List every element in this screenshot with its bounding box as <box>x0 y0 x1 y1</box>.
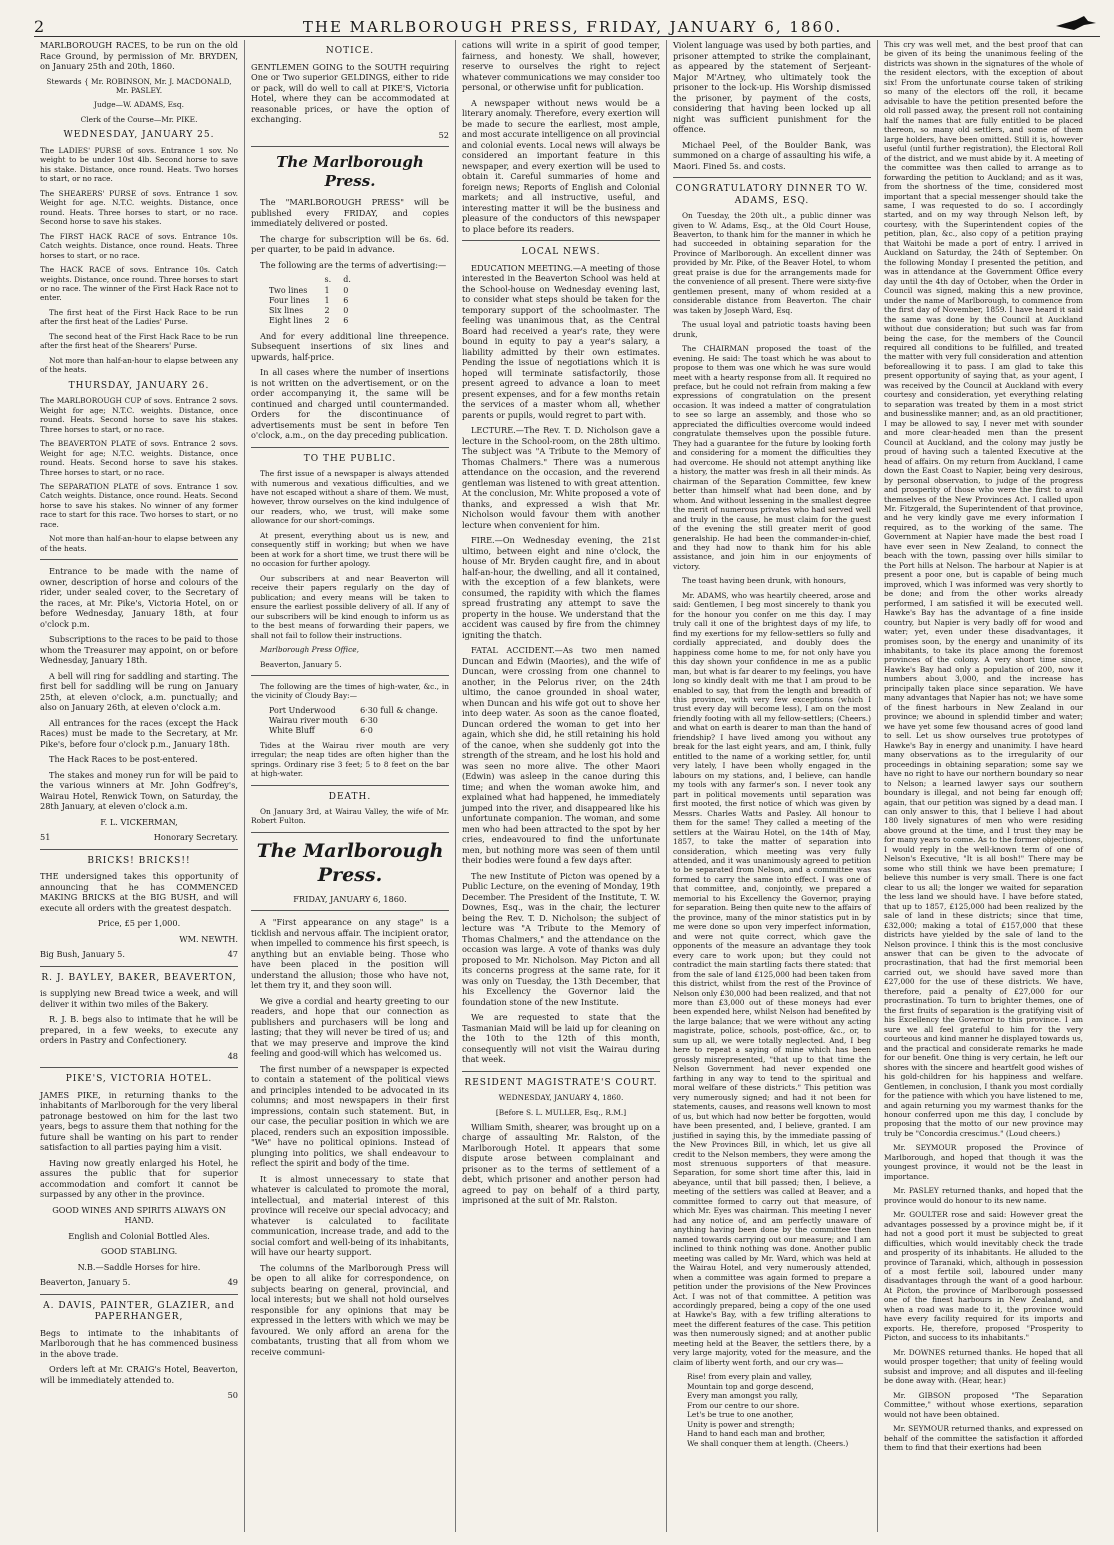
column-4 <box>667 40 878 1532</box>
tides-note: Tides at the Wairau river mouth are very irregular; the neap tides are often higher than the springs. Ordinary rise 3 feet; 5 to 8 feet on the bar at high-water. <box>251 740 449 779</box>
table-row: Eight lines 2 6 <box>269 316 349 326</box>
table-row: Four lines 1 6 <box>269 295 349 305</box>
downes-reply: Mr. DOWNES returned thanks. He hoped that all would prosper together; that unity of feeling would subsist and improve; and all disputes and ill-feeling be done away with. (Hear, hear.) <box>884 1347 1083 1386</box>
bricks-footer <box>40 949 238 960</box>
leader-cont-2: A newspaper without news would be a literary anomaly. Therefore, every exertion will be made to secure the earliest, most ample, and most accurate intelligence on all provincial and colonial events. Local news will always be considered an important feature in this newspaper, and every exertion will be used to obtain it. Careful summaries of home and foreign news; Reports of English and Colonial markets; and all instructive, useful, and interesting matter it will be the business and pleasure of the conductors of this newspaper to place before its readers. <box>462 97 660 234</box>
divider <box>251 675 449 676</box>
court-date: WEDNESDAY, JANUARY 4, 1860. <box>498 1093 624 1103</box>
hotel-text-2: Having now greatly enlarged his Hotel, he assures the public that for superior accommodation and comfort it cannot be surpassed by any other in the province. <box>40 1157 238 1200</box>
goulter-toast: Mr. GOULTER rose and said: However great the advantages possessed by a province might be, if it had not a good port it must be subjected to great difficulties, which would inevitably check the trade and prosperity of its inhabitants. He alluded to the province of Taranaki, which, although in possession of a most fertile soil, laboured under many disadvantages through the want of a good harbour. At Picton, the province of Marlborough possessed one of the finest harbours in New Zealand, and when a road was made to it, the province would have every facility required for its imports and exports. He, therefore, proposed "Prosperity to Picton, and success to its inhabitants." <box>884 1210 1083 1343</box>
clerk: Clerk of the Course—Mr. PIKE. <box>80 114 198 124</box>
tides-text: The following are the times of high-water, &c., in the vicinity of Cloudy Bay:— <box>251 681 449 701</box>
marlborough-cup: The MARLBOROUGH CUP of sovs. Entrance 2 sovs. Weight for age; N.T.C. weights. Distance, once round. Heats. Second horse to save his stakes. Three horses to start, or no race. <box>40 396 238 434</box>
divider <box>251 146 449 147</box>
bricks-place: Big Bush, January 5. <box>40 949 125 960</box>
public-office: Marlborough Press Office, <box>260 645 359 655</box>
divider <box>251 832 449 833</box>
dinner-1: On Tuesday, the 20th ult., a public dinner was given to W. Adams, Esq., at the Old Court House, Beaverton, to thank him for the manner in which he had succeeded in obtaining separation for the Province of Marlborough. An excellent dinner was provided by Mr. Pike, of the Beaver Hotel, to whom great praise is due for the arrangements made for the convenience of all present. There were sixty-five gentlemen present, many of whom resided at a considerable distance from Beaverton. The chair was taken by Joseph Ward, Esq. <box>673 211 871 315</box>
masthead <box>34 10 1100 37</box>
pasley-reply: Mr. PASLEY returned thanks, and hoped that the province would do honour to its new name. <box>884 1186 1083 1205</box>
leader-cont-1: cations will write in a spirit of good temper, fairness, and honesty. We shall, however, reserve to ourselves the right to reject whatever communications we may consider too personal, or otherwise unfit for publication. <box>462 40 660 92</box>
hotel-place: Beaverton, January 5. <box>40 1277 131 1288</box>
public-text-3: Our subscribers at and near Beaverton will receive their papers regularly on the day of publication; and every means will be taken to ensure the earliest possible delivery of all. If any of our subscribers will be kind enough to inform us as to the best means of forwarding their papers, we shall not fail to follow their instructions. <box>251 573 449 640</box>
dinner-2: The usual loyal and patriotic toasts having been drunk, <box>673 320 871 339</box>
bell-text: A bell will ring for saddling and starting. The first bell for saddling will be rung on January 25th, at eleven o'clock, a.m. punctually; and also on January 26th, at eleven o'clock a.m. <box>40 670 238 713</box>
judge: Judge—W. ADAMS, Esq. <box>94 100 184 110</box>
press-terms: The following are the terms of advertising:— <box>260 259 447 270</box>
public-heading: TO THE PUBLIC. <box>303 453 397 464</box>
secretary-name: F. L. VICKERMAN, <box>100 816 178 827</box>
public-text-2: At present, everything about us is new, and consequently stiff in working; but when we have been at work for a short time, we trust there will be no occasion for further apology. <box>251 530 449 569</box>
davis-heading: A. DAVIS, PAINTER, GLAZIER, and PAPERHANGER, <box>43 1300 235 1323</box>
tides-table <box>263 706 444 737</box>
ad-number: 47 <box>227 949 238 960</box>
divider <box>40 1067 238 1068</box>
divider <box>251 447 449 448</box>
rates-table <box>263 275 357 326</box>
leader-4: It is almost unnecessary to state that whatever is calculated to promote the moral, intellectual, and material interest of this province will receive our special advocacy; and whatever is calculated to facilitate communication, increase trade, and add to the social comfort and well-being of its inhabitants, will have our hearty support. <box>251 1173 449 1258</box>
baker-text: is supplying new Bread twice a week, and will deliver it within two miles of the Bakery. <box>40 988 238 1009</box>
ad-number: 50 <box>227 1390 238 1401</box>
press-text: The "MARLBOROUGH PRESS" will be published every FRIDAY, and copies immediately delivered or posted. <box>251 197 449 229</box>
baker-text-2: R. J. B. begs also to intimate that he will be prepared, in a few weeks, to execute any orders in Pastry and Confectionery. <box>40 1014 238 1046</box>
bricks-heading: BRICKS! BRICKS!! <box>87 855 191 866</box>
stakes-text: The stakes and money run for will be paid to the various winners at Mr. John Godfrey's, Wairau Hotel, Renwick Town, on Saturday, the 28th January, at eleven o'clock a.m. <box>40 769 238 812</box>
bricks-price: Price, £5 per 1,000. <box>97 918 181 929</box>
court-before: [Before S. L. MULLER, Esq., R.M.] <box>495 1107 627 1117</box>
race-note-4: Not more than half-an-hour to elapse between any of the heats. <box>40 534 238 553</box>
all-entrances-text: All entrances for the races (except the Hack Races) must be made to the Secretary, at Mr. Pike's, before four o'clock p.m., January 18th. <box>40 717 238 749</box>
davis-text: Begs to intimate to the inhabitants of Marlborough that he has commenced business in the above trade. <box>40 1327 238 1359</box>
secretary-title: Honorary Secretary. <box>153 832 238 843</box>
hotel-saddle: N.B.—Saddle Horses for hire. <box>77 1261 201 1272</box>
fatal-accident: FATAL ACCIDENT.—As two men named Duncan and Edwin (Maories), and the wife of Duncan, were crossing from one channel to another, in the Pelorus river, on the 24th ultimo, the canoe grounded in shoal water, when Duncan and his wife got out to shove her into deep water. As soon as the canoe floated, Duncan ordered the woman to get into her again, which she did, he still retaining his hold of the canoe, when she suddenly got into the strength of the stream, and he lost his hold and was seen no more alive. The other Maori (Edwin) was asleep in the canoe during this time; and when the woman awoke him, and explained what had happened, he immediately jumped into the river, and disappeared like his unfortunate companion. The woman, and some men who had been attracted to the spot by her cries, endeavoured to find the unfortunate men, but nothing more was seen of them until their bodies were found a few days after. <box>462 645 660 866</box>
press-charge: The charge for subscription will be 6s. 6d. per quarter, to be paid in advance. <box>251 233 449 255</box>
table-row: Port Underwood 6·30 full & change. <box>269 705 438 715</box>
column-3 <box>456 40 667 1532</box>
beaverton-plate: The BEAVERTON PLATE of sovs. Entrance 2 sovs. Weight for age; N.T.C. weights. Distance, once round. Heats. Second horse to save his stakes. Three horses to start, or no race. <box>40 439 238 477</box>
gibson-toast: Mr. GIBSON proposed "The Separation Committee," without whose exertions, separation would not have been obtained. <box>884 1390 1083 1419</box>
baker-heading: R. J. BAYLEY, BAKER, BEAVERTON, <box>41 972 237 983</box>
rates-header-d: d. <box>343 275 351 285</box>
ad-number: 52 <box>438 129 449 140</box>
leader-5: The columns of the Marlborough Press will be open to all alike for correspondence, on subjects bearing on general, provincial, and local interests; but we shall not hold ourselves responsible for any opinions that may be expressed in the letters with which we may be favoured. We only afford an arena for the combatants, trusting that all from whom we receive communi- <box>251 1262 449 1357</box>
hotel-footer <box>40 1277 238 1288</box>
press-title-2: The Marlborough Press. <box>256 839 444 887</box>
leader-3: The first number of a newspaper is expected to contain a statement of the political views and principles intended to be advocated in its columns; and most newspapers in their first impressions, contain such statement. But, in our case, the peculiar position in which we are placed, renders such an exposition impossible. "We" have no political opinions. Instead of plunging into politics, we shall endeavour to reflect the spirit and body of the time. <box>251 1063 449 1169</box>
column-5 <box>878 40 1089 1532</box>
shearers-purse: The SHEARERS' PURSE of sovs. Entrance 1 sov. Weight for age. N.T.C. weights. Distance, once round. Heats. Three horses to start, or no race. Second horse to save his stakes. <box>40 188 238 227</box>
press-extra: And for every additional line threepence. Subsequent insertions of six lines and upwards, half-price. <box>251 330 449 362</box>
hack-post-text: The Hack Races to be post-entered. <box>49 754 198 765</box>
divider <box>673 177 871 178</box>
masthead-title: THE MARLBOROUGH PRESS, FRIDAY, JANUARY 6, 1860. <box>302 18 843 36</box>
tasmanian-maid: We are requested to state that the Tasmanian Maid will be laid up for cleaning on the 10th to the 12th of this month, consequently will not visit the Wairau during that week. <box>462 1012 660 1065</box>
bricks-text: THE undersigned takes this opportunity of announcing that he has COMMENCED MAKING BRICKS at the BIG BUSH, and will execute all orders with the greatest despatch. <box>40 871 238 913</box>
verse: Rise! from every plain and valley, Mountain top and gorge descend, Every man amongst you rally, From our centre to our shore. Let's be true to one another, Unity is power and strength; Hand to hand each man and brother, We shall conquer them at length. (Cheers.) <box>687 1372 849 1448</box>
death-heading: DEATH. <box>328 791 372 802</box>
hack-race: The HACK RACE of sovs. Entrance 10s. Catch weights. Distance, once round. Three horses to start or no race. The winner of the First Hack Race not to enter. <box>40 265 238 303</box>
press-cases: In all cases where the number of insertions is not written on the advertisement, or on the order accompanying it, the same will be continued and charged until countermanded. Orders for the discontinuance of advertisements must be sent in before Ten o'clock, a.m., on the day preceding publication. <box>251 367 449 441</box>
entrance-text: Entrance to be made with the name of owner, description of horse and colours of the rider, under sealed cover, to the Secretary of the races, at Mr. Pike's, Victoria Hotel, on or before Wednesday, January 18th, at four o'clock p.m. <box>40 566 238 629</box>
race-note-1: The first heat of the First Hack Race to be run after the first heat of the Ladies' Purse. <box>40 307 238 327</box>
ad-number: 51 <box>40 832 51 843</box>
divider <box>462 1071 660 1072</box>
divider <box>40 966 238 967</box>
races-intro: MARLBOROUGH RACES, to be run on the old Race Ground, by permission of Mr. BRYDEN, on January 25th and 20th, 1860. <box>40 40 238 71</box>
column-2 <box>245 40 456 1532</box>
divider <box>462 240 660 241</box>
day1-heading: WEDNESDAY, JANUARY 25. <box>63 130 215 141</box>
dinner-4: The toast having been drunk, with honours, <box>682 576 847 586</box>
death-text: On January 3rd, at Wairau Valley, the wife of Mr. Robert Fulton. <box>251 807 449 826</box>
ad-number: 48 <box>227 1050 238 1061</box>
divider <box>251 785 449 786</box>
secretary-line <box>40 832 238 843</box>
seymour-reply: Mr. SEYMOUR returned thanks, and expressed on behalf of the committee the satisfaction it afforded them to find that their exertions had been <box>884 1424 1083 1452</box>
court-heading: RESIDENT MAGISTRATE'S COURT. <box>464 1077 658 1088</box>
table-row: White Bluff 6·0 <box>269 726 373 736</box>
local-news-heading: LOCAL NEWS. <box>521 247 601 257</box>
notice-heading: NOTICE. <box>325 46 375 56</box>
lecture: LECTURE.—The Rev. T. D. Nicholson gave a lecture in the School-room, on the 28th ultimo. The subject was "A Tribute to the Memory of Thomas Chalmers." There was a numerous attendance on the occasion, and the reverend gentleman was listened to with great attention. At the conclusion, Mr. White proposed a vote of thanks, and expressed a wish that Mr. Nicholson would favour them with another lecture when convenient for him. <box>462 425 660 530</box>
hotel-wines: GOOD WINES AND SPIRITS ALWAYS ON HAND. <box>52 1204 226 1226</box>
press-title: The Marlborough Press. <box>276 153 424 191</box>
court-text: William Smith, shearer, was brought up on a charge of assaulting Mr. Ralston, of the Marlborough Hotel. It appears that some dispute arose between complainant and prisoner as to the terms of settlement of a debt, which prisoner and another person had agreed to pay on behalf of a third party, imprisoned at the suit of Mr. Ralston. <box>462 1121 660 1206</box>
table-row: Six lines 2 0 <box>269 306 349 316</box>
date-line: FRIDAY, JANUARY 6, 1860. <box>293 893 407 904</box>
divider <box>40 559 238 560</box>
dinner-3: The CHAIRMAN proposed the toast of the evening. He said: The toast which he was about to propose to them was one which he was sure would meet with a hearty response from all. It required no preface, but he could not refrain from making a few expressions of congratulation on the present occasion. It was indeed a matter of congratulation to see so large an assembly, and those who so appreciated the difficulties overcome would indeed congratulate themselves upon the possible future. They had a guarantee for the future by looking forth and considering for a moment the difficulties they had overcome. He should not attempt anything like a history, the matter was fresh in all their minds. As chairman of the Separation Committee, few knew better than himself what had been done, and by whom. And without lessening in the smallest degree the merit of numerous privates who had served well and truly in the cause, he must claim for the guest of the evening the still greater merit of good generalship. He had been the commander-in-chief, and they had now to thank him for his able assistance, and join him in our enjoyments of victory. <box>673 344 871 571</box>
page-number: 2 <box>34 17 46 36</box>
hotel-heading: PIKE'S, VICTORIA HOTEL. <box>65 1074 213 1085</box>
bird-ornament-icon <box>1054 14 1098 32</box>
institute: The new Institute of Picton was opened by a Public Lecture, on the evening of Monday, 19th December. The President of the Institute, T. W. Downes, Esq., was in the chair, the lecturer being the Rev. T. D. Nicholson; the subject of lecture was "A Tribute to the Memory of Thomas Chalmers," and the attendance on the occasion was large. A vote of thanks was duly proposed to Mr. Nicholson. May Picton and all its concerns progress at the same rate, for it was only on Tuesday, the 13th December, that his Excellency the Governor laid the foundation stone of the new Institute. <box>462 870 660 1007</box>
dinner-5: Mr. ADAMS, who was heartily cheered, arose and said: Gentlemen, I beg most sincerely to thank you for the honour you confer on me this day. I may truly call it one of the brightest days of my life, to find my exertions for my fellow-settlers so fully and cordially appreciated, and doubly does the happiness come home to me, for not only have you this day shown your confidence in me as a public man, but what is far dearer to my feelings, you have long so kindly dealt with me that I am proud to be enabled to say, that from the length and breadth of this province, with very few exceptions (which I trust every day will become less), I am on the most friendly footing with all my fellow-settlers; (Cheers.) and what on earth is dearer to man than the hand of friendship? I have lived among you without any break for the last eight years, and am, I think, fully entitled to the name of a working settler, for, until very lately, I have been wholly engaged in the labours on my stations, and, I believe, can handle my tools with any farmer's son. I never took any part in political movements until separation was first mooted, the first notice of which was given by Messrs. Charles Watts and Pasley. All honour to them for the same! They called a meeting of the settlers at the Wairau Hotel, on the 14th of May, 1857, to take the matter of separation into consideration, which meeting was very fully attended, and it was unanimously agreed to petition to be separated from Nelson, and a committee was formed to carry the same into effect. I was one of that committee, and, conjointly, we prepared a memorial to his Excellency the Governor, praying for separation. Being then quite new to the affairs of the province, many of the minor statistics put in by me were done so upon very imperfect information, and were not quite correct, which gave the opponents of the measure an advantage they took every care to work upon; but they could not contradict the main startling facts there stated: that from the sale of land £125,000 had been taken from this district, whilst from the rest of the Province of Nelson only £30,000 had been realized, and that not more than £3,000 out of these moneys had ever been expended here, whilst Nelson had benefited by the large balance; that we were without any acting magistrate, police, schools, post-office, &c., or, to sum up all, we were totally neglected. And, I beg here to repeat a saying of mine which has been grossly misrepresented, "that up to that time the Nelson Government had never expended one farthing in any way to tend to the spiritual and moral welfare of these districts." This petition was very numerously signed; and had it not been for statements, causes, and reasons well known to most of us, but which had now better be forgotten, would have been presented, and, I believe, granted. I am justified in saying this, by the immediate passing of the New Provinces Bill, in which, let us give all credit to the Nelson members, they were among the most strenuous supporters of that measure. Separation, for some short time after this, laid in abeyance, until that bill passed; then, I believe, a meeting of the settlers was called at Beaver, and a committee formed to carry out that measure, of which Mr. Eyes was chairman. This meeting I never had any notice of, and am perfectly unaware of anything having been done by the committee then named towards carrying out our measure; and I am inclined to think nothing was done. Another public meeting was called by Mr. Ward, which was held at the Wairau Hotel, and very numerously attended, when a committee was again formed to prepare a petition under the provisions of the New Provinces Act. I was not of that committee. A petition was accordingly prepared, being a copy of the one used at Hawke's Bay, with a few trifling alterations to meet the different features of the case. This petition was then numerously signed; and at another public meeting held at the Beaver, the settlers there, by a very large majority, voted for the measure, and the claim of liberty went forth, and our cry was— <box>673 590 871 1367</box>
table-row: Wairau river mouth 6·30 <box>269 716 378 726</box>
fire: FIRE.—On Wednesday evening, the 21st ultimo, between eight and nine o'clock, the house of Mr. Bryden caught fire, and in about half-an-hour, the dwelling, and all it contained, with the exception of a few blankets, were consumed, the rapidity with which the flames spread frustrating any attempt to save the property in the house. We understand that the accident was caused by fire from the chimney igniting the thatch. <box>462 535 660 640</box>
day2-heading: THURSDAY, JANUARY 26. <box>68 380 210 391</box>
rates-header-s: s. <box>324 275 332 285</box>
education-meeting: EDUCATION MEETING.—A meeting of those interested in the Beaverton School was held at the School-house on Wednesday evening last, to consider what steps should be taken for the temporary support of the schoolmaster. The feeling was unanimous that, as the Central Board had received a year's rate, they were bound in equity to pay a year's salary, a liability admitted by their own estimates. Pending the issue of negotiations which it is hoped will terminate satisfactorily, those present agreed to advance a loan to meet present expenses, and for a few months retain the services of a master whom all, whether parents or pupils, would regret to part with. <box>462 262 660 420</box>
dinner-heading: CONGRATULATORY DINNER TO W. ADAMS, ESQ. <box>675 184 869 206</box>
hotel-ales: English and Colonial Bottled Ales. <box>68 1230 210 1241</box>
davis-text-2: Orders left at Mr. CRAIG's Hotel, Beaverton, will be immediately attended to. <box>40 1364 238 1385</box>
divider <box>40 1294 238 1295</box>
peel-case: Michael Peel, of the Boulder Bank, was summoned on a charge of assaulting his wife, a Maori. Fined 5s. and costs. <box>673 139 871 171</box>
leader-2: We give a cordial and hearty greeting to our readers, and hope that our connection as publishers and purchasers will be long and lasting; that they will never be tired of us; and that we may preserve and improve the kind feeling and good-will which has welcomed us. <box>251 995 449 1059</box>
separation-plate: The SEPARATION PLATE of sovs. Entrance 1 sov. Catch weights. Distance, once round. Heats. Second horse to save his stakes. No winner of any former race to start for this race. Two horses to start, or no race. <box>40 482 238 529</box>
subscriptions-text: Subscriptions to the races to be paid to those whom the Treasurer may appoint, on or before Wednesday, January 18th. <box>40 634 238 666</box>
ad-number: 49 <box>227 1277 238 1288</box>
first-hack-race: The FIRST HACK RACE of sovs. Entrance 10s. Catch weights. Distance, once round. Heats. Three horses to start, or no race. <box>40 231 238 260</box>
speech-continued: This cry was well met, and the best proof that can be given of its being the unanimous feeling of the districts was shown in the signatures of the whole of the resident electors, with the exception of about six! From the unfortunate course taken of striking so many of the electors off the roll, it became advisable to have the petition presented before the old roll passed away, the present roll not containing half the names that are fully entitled to be placed thereon, so many old settlers, and some of them large holders, have been omitted. Still it is, however useful (until further registration), the Electoral Roll of the district, and we must abide by it. A meeting of the committee was then called to arrange as to forwarding the petition to Auckland; and as it was, from the shortness of the time, considered most important that a special messenger should take the same, I was requested to do so. I accordingly started, and on my way through Nelson left, by courtesy, with the Superintendent copies of the petition, plan, &c., also copy of a petition praying that Waitohi be made a port of entry. I arrived in Auckland on Saturday, the 24th of September. On the following Monday I presented the petition, and was in attendance at the Government Office every day until the 4th day of October, when the Order in Council was signed, making this a new province, under the name of Marlborough, to commence from the first day of November, 1859. I have heard it said the same was done by the Council at Auckland without due consideration; but such was far from being the case, for the members of the Council required all conditions to be fulfilled, and treated the matter with very full consideration and attention beforeallowing it to pass. I am glad to take this present opportunity of saying that, as your agent, I was received by the Council at Auckland with every courtesy and consideration, yet everything relating to separation was treated by them in a most strict and businesslike manner; and, as an old practitioner, I may be allowed to say, I never met with sounder and more clear-headed men than the present Council at Auckland, and the colony may justly be proud of having such a talented Executive at the head of affairs. On my return from Auckland, I came down the East Coast to Napier, being very desirous, by personal observation, to judge of the progress and prosperity of those who were the first to avail themselves of the New Provinces Act. I called upon Mr. Fitzgerald, the Superintendent of that province, and he very kindly gave me every information I required, as to the working of the same. The Government at Napier have made the best road I have ever seen in New Zealand, to connect the beach with the town, passing over hills similar to the Port hills at Nelson. The harbour at Napier is at present a poor one, but is capable of being much improved, which I was informed was very shortly to be done; and from the other works already performed, I am satisfied it will be executed well. Hawke's Bay has the advantage of a fine inside country, but Napier is very badly off for wood and water; yet, even under these disadvantages, it promises soon, by the energy and unanimity of its inhabitants, to take its place among the foremost provinces of the colony. A very short time since, Hawke's Bay had only a population of 200, now it numbers about 3,000, and the increase has principally taken place since separation. We have many advantages that Napier has not; we have some of the finest harbours in New Zealand in our province; we abound in splendid timber and water; we have yet some few thousand acres of good land to sell. Let us show ourselves true prototypes of Hawke's Bay in energy and unanimity. I have heard many observations as to the irregularity of our proceedings in obtaining separation; some say we have no right to have our northern boundary so near to Nelson; a learned lawyer says our southern boundary is illegal, and not being far enough off; again, that our petition was signed by a dead man. I can only answer to this, that I believe I had about 180 lively signatures of men who were residing above ground at the time, and I trust they may be for many years to come. As to the former objections, I would reply in the well-known term of one of Nelson's Executive, "It is all bosh!" There may be some who still think we have been premature; I believe this number is very small. There is one fact clear to us all; the longer we waited for separation the less land we should have. I have before stated, that up to 1857, £125,000 had been realized by the sale of land in these districts; since that time, £32,000; making a total of £157,000 that these districts have yielded by the sale of land to the Nelson province. I think this is the most conclusive answer that can be given to the advocate of procrastination, that had the first memorial been carried out, we should have saved more than £27,000 for the use of these districts. We have, therefore, paid a penalty of £27,000 for our procrastination. To turn to brighter themes, one of the first fruits of separation is the gratifying visit of his Excellency the Governor to this province. I am sure we all feel grateful to him for the very courteous and kind manner he displayed towards us, and the practical and considerate remarks he made for our benefit. One thing is very certain, he left our shores with the sincere and heartfelt good wishes of his gold-children for his happiness and welfare. Gentlemen, in conclusion, I thank you most cordially for the patience with which you have listened to me, and again returning you my warmest thanks for the honour conferred upon me this day, I conclude by proposing that the motto of our new province may truly be "Concordia crescimus." (Loud cheers.) <box>884 40 1083 1138</box>
leader-1: A "First appearance on any stage" is a ticklish and nervous affair. The incipient orator, when impelled to commence his first speech, is anything but an enviable being. Those who have been placed in the position will understand the allusion; those who have not, let them try it, and they soon will. <box>251 917 449 991</box>
notice-text: GENTLEMEN GOING to the SOUTH requiring One or Two superior GELDINGS, either to ride or pack, will do well to call at PIKE'S, Victoria Hotel, where they can be accommodated at reasonable prices, or have the option of exchanging. <box>251 61 449 125</box>
hotel-stabling: GOOD STABLING. <box>100 1246 178 1257</box>
divider <box>40 849 238 850</box>
seymour-toast: Mr. SEYMOUR proposed the Province of Marlborough, and hoped that though it was the youngest province, it would not be the least in importance. <box>884 1143 1083 1181</box>
table-row: Two lines 1 0 <box>269 285 349 295</box>
column-1 <box>34 40 245 1532</box>
race-note-2: The second heat of the First Hack Race to be run after the first heat of the Shearers' Purse. <box>40 331 238 351</box>
hotel-text: JAMES PIKE, in returning thanks to the inhabitants of Marlborough for the very liberal patronage bestowed on him for the last two years, begs to assure them that nothing for the future shall be wanting on his part to render satisfaction to all parties paying him a visit. <box>40 1089 238 1153</box>
public-text-1: The first issue of a newspaper is always attended with numerous and vexatious difficulties, and we have not escaped without a share of them. We must, however, throw ourselves on the kind indulgence of our readers, who, we trust, will make some allowance for our short-comings. <box>251 469 449 526</box>
bricks-signature: WM. NEWTH. <box>179 933 238 944</box>
court-continued: Violent language was used by both parties, and prisoner attempted to strike the complainant, as appeared by the statement of Serjeant-Major M'Artney, who ultimately took the prisoner to the lock-up. His Worship dismissed the prisoner, by payment of the costs, considering that having been locked up all night was sufficient punishment for the offence. <box>673 40 871 134</box>
stewards: Stewards { Mr. ROBINSON, Mr. J. MACDONALD, Mr. PASLEY. <box>46 76 232 95</box>
public-date: Beaverton, January 5. <box>260 659 342 669</box>
ladies-purse: The LADIES' PURSE of sovs. Entrance 1 sov. No weight to be under 10st 4lb. Second horse to save his stake. Distance, once round. Heats. Two horses to start, or no race. <box>40 145 238 184</box>
divider <box>251 910 449 911</box>
race-note-3: Not more than half-an-hour to elapse between any of the heats. <box>40 355 238 375</box>
